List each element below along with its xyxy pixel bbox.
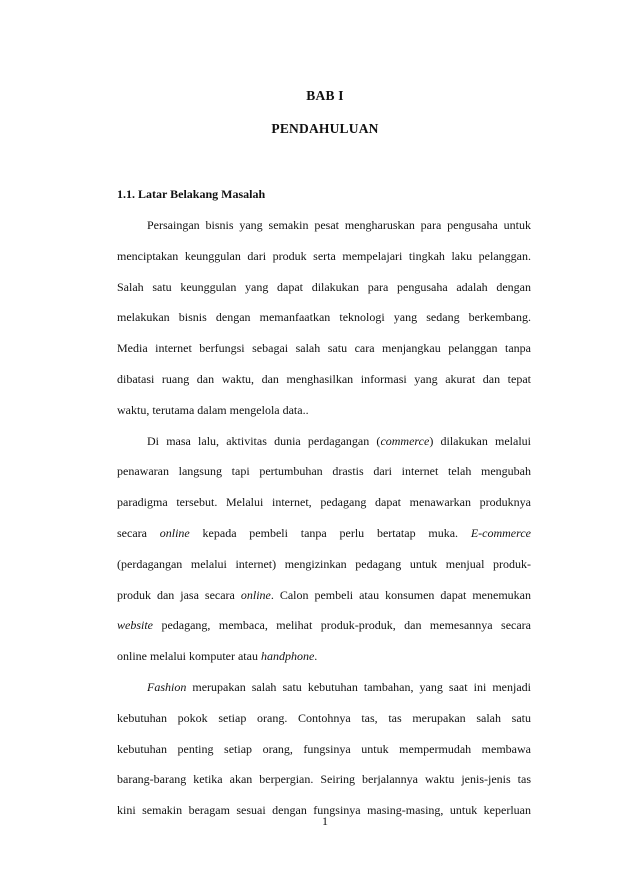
italic-term: website — [117, 618, 153, 633]
text-run: barang-barang ketika akan berpergian. Seiring berjalannya waktu jenis-jenis tas — [117, 772, 531, 787]
paragraph-1-line-2 — [117, 248, 531, 264]
paragraph-1-line-6 — [117, 371, 531, 387]
italic-term: online — [240, 587, 271, 602]
text-run: online melalui komputer atau — [117, 649, 261, 664]
paragraph-1-line-7 — [117, 402, 531, 418]
text-run: waktu, terutama dalam mengelola data.. — [117, 402, 309, 417]
text-run: dibatasi ruang dan waktu, dan menghasilkan informasi yang akurat dan tepat — [117, 372, 531, 386]
paragraph-1-line-3 — [117, 279, 531, 295]
text-run: kebutuhan penting setiap orang, fungsinya untuk mempermudah membawa — [117, 741, 531, 756]
text-run: paradigma tersebut. Melalui internet, pedagang dapat menawarkan produknya — [117, 495, 531, 510]
paragraph-2-line-4 — [117, 525, 531, 541]
chapter-subtitle: PENDAHULUAN — [271, 121, 379, 136]
text-run: Media internet berfungsi sebagai salah satu cara menjangkau pelanggan tanpa — [117, 341, 531, 356]
text-run: Salah satu keunggulan yang dapat dilakukan para pengusaha adalah dengan — [117, 279, 531, 294]
italic-term: online — [159, 526, 190, 540]
text-run: menciptakan keunggulan dari produk serta mempelajari tingkah laku pelanggan. — [117, 248, 531, 263]
italic-term: E-commerce — [470, 526, 531, 540]
text-run: merupakan salah satu kebutuhan tambahan, yang saat ini menjadi — [186, 680, 531, 694]
italic-term: Fashion — [147, 680, 187, 694]
paragraph-2-line-7 — [117, 617, 531, 633]
paragraph-1-line-4 — [117, 309, 531, 325]
text-run: kebutuhan pokok setiap orang. Contohnya tas, tas merupakan salah satu — [117, 710, 531, 725]
text-run: Di masa lalu, aktivitas dunia perdagangan ( — [147, 433, 381, 448]
italic-term: handphone — [260, 649, 315, 664]
paragraph-2-line-6 — [117, 587, 531, 603]
text-run: kini semakin beragam sesuai dengan fungsinya masing-masing, untuk keperluan — [117, 803, 531, 818]
paragraph-1-line-5 — [117, 340, 531, 356]
text-run: pedagang, membaca, melihat produk-produk, dan memesannya secara — [153, 618, 531, 633]
text-run: (perdagangan melalui internet) mengizinkan pedagang untuk menjual produk- — [117, 556, 531, 571]
paragraph-2-line-1 — [147, 433, 531, 449]
text-run: ) dilakukan melalui — [429, 433, 532, 448]
paragraph-2-line-8 — [117, 648, 531, 664]
text-run: . — [314, 649, 318, 664]
text-run: melakukan bisnis dengan memanfaatkan teknologi yang sedang berkembang. — [117, 310, 531, 325]
text-run: . Calon pembeli atau konsumen dapat menemukan — [270, 587, 531, 602]
paragraph-3-line-4 — [117, 771, 531, 787]
section-heading: 1.1. Latar Belakang Masalah — [117, 187, 266, 201]
italic-term: commerce — [380, 433, 430, 448]
paragraph-3-line-3 — [117, 741, 531, 757]
chapter-title: BAB I — [306, 88, 344, 103]
text-run: penawaran langsung tapi pertumbuhan drastis dari internet telah mengubah — [117, 464, 531, 479]
paragraph-1-line-1 — [147, 217, 531, 233]
text-run: Persaingan bisnis yang semakin pesat mengharuskan para pengusaha untuk — [147, 218, 531, 232]
paragraph-3-line-2 — [117, 710, 531, 726]
paragraph-3-line-1 — [147, 679, 531, 695]
paragraph-2-line-3 — [117, 494, 531, 510]
text-run: kepada pembeli tanpa perlu bertatap muka. — [189, 526, 471, 540]
text-run: produk dan jasa secara — [117, 587, 241, 602]
paragraph-2-line-5 — [117, 556, 531, 572]
text-run: secara — [117, 526, 160, 540]
page-number: 1 — [322, 814, 328, 828]
paragraph-2-line-2 — [117, 463, 531, 479]
